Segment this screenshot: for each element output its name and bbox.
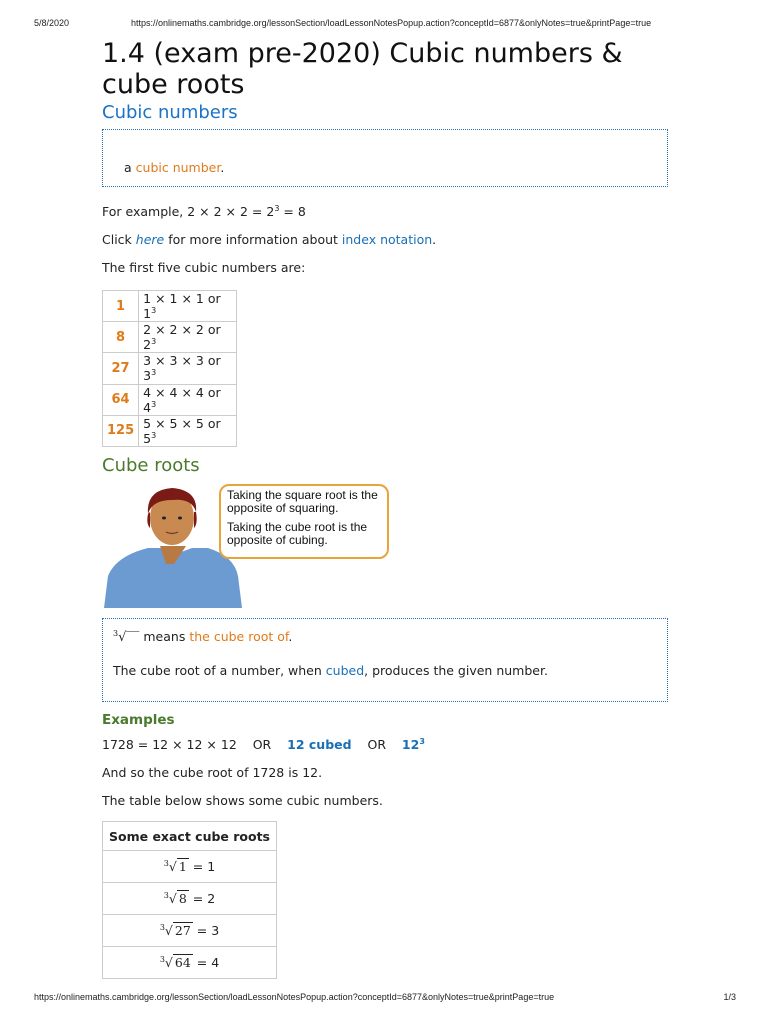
print-url: https://onlinemaths.cambridge.org/lessonSection/loadLessonNotesPopup.action?conceptId=6877&onlyNotes=true&printPage=true — [131, 18, 652, 28]
table-row — [103, 851, 277, 883]
bubble-line-square-root: Taking the square root is the opposite of squaring. — [227, 487, 378, 515]
index-notation-link[interactable]: index notation — [341, 232, 433, 248]
click-mid: for more information about — [168, 232, 338, 248]
click-line — [102, 232, 668, 248]
cubic-expression: 3 × 3 × 3 or $3^3$ — [139, 353, 237, 384]
table-row — [103, 415, 237, 446]
cube-roots-heading: Cube roots — [102, 454, 200, 476]
or-word: OR — [252, 737, 272, 753]
definition-prefix: a — [124, 160, 132, 175]
example-result: = 8 — [283, 204, 306, 220]
table-row — [103, 915, 277, 947]
cube-root-cell: $^3$√ 8 = 2 — [103, 883, 277, 915]
definition-box — [102, 129, 668, 187]
bubble-line-cube-root: Taking the cube root is the opposite of cubing. — [227, 519, 368, 547]
examples-line — [102, 734, 668, 753]
cube-root-definition — [113, 663, 667, 678]
table-row — [103, 322, 237, 353]
page-number: 1/3 — [723, 992, 736, 1002]
example-text: For example, 2 × 2 × 2 = 2 — [102, 204, 275, 220]
examples-heading: Examples — [102, 711, 175, 728]
cubed-term[interactable]: cubed — [325, 662, 365, 678]
table-row — [103, 353, 237, 384]
footer-url: https://onlinemaths.cambridge.org/lessonSection/loadLessonNotesPopup.action?conceptId=6877&onlyNotes=true&printPage=true — [34, 992, 555, 1002]
twelve-cubed: 12 cubed — [287, 737, 352, 753]
cubic-value: 8 — [103, 322, 139, 353]
cube-root-definition-box — [102, 618, 668, 702]
table-intro: The table below shows some cubic numbers. — [102, 793, 383, 809]
cube-roots-table — [102, 821, 277, 979]
cubic-expression: 1 × 1 × 1 or $1^3$ — [139, 291, 237, 322]
cubic-numbers-table — [102, 290, 237, 447]
twelve-power: $12^3$ — [401, 736, 425, 753]
cube-root-cell: $^3$√ 27 = 3 — [103, 915, 277, 947]
cubic-expression: 4 × 4 × 4 or $4^3$ — [139, 384, 237, 415]
cubic-expression: 2 × 2 × 2 or $2^3$ — [139, 322, 237, 353]
cube-root-cell: $^3$√ 64 = 4 — [103, 947, 277, 979]
cube-root-term[interactable]: the cube root of — [189, 628, 289, 644]
cubic-value: 64 — [103, 384, 139, 415]
cube-root-symbol: $^3$√‾‾ — [113, 628, 140, 645]
lesson-content — [102, 38, 668, 979]
means-line — [113, 629, 667, 645]
cubic-value: 125 — [103, 415, 139, 446]
example-equation: 1728 = 12 × 12 × 12 — [102, 737, 237, 753]
example-line — [102, 201, 668, 220]
cubic-number-term[interactable]: cubic number — [135, 160, 221, 175]
table-header-row — [103, 822, 277, 851]
teacher-figure — [102, 484, 668, 608]
here-link[interactable]: here — [135, 232, 165, 248]
cubic-numbers-heading: Cubic numbers — [102, 102, 238, 123]
cube-root-cell: $^3$√ 1 = 1 — [103, 851, 277, 883]
or-word: OR — [367, 737, 387, 753]
page-title: 1.4 (exam pre-2020) Cubic numbers & cube roots — [102, 38, 623, 100]
click-suffix: . — [432, 232, 437, 248]
table-row — [103, 384, 237, 415]
first-five-intro: The first five cubic numbers are: — [102, 260, 306, 276]
table-header: Some exact cube roots — [103, 822, 277, 851]
table-row — [103, 291, 237, 322]
means-word: means — [143, 628, 186, 644]
def-prefix: The cube root of a number, when — [113, 662, 322, 678]
cubic-expression: 5 × 5 × 5 or $5^3$ — [139, 415, 237, 446]
definition-suffix: . — [220, 160, 225, 175]
table-row — [103, 883, 277, 915]
speech-bubble — [219, 484, 389, 559]
cubic-value: 27 — [103, 353, 139, 384]
print-date: 5/8/2020 — [34, 18, 70, 28]
conclusion-line: And so the cube root of 1728 is 12. — [102, 765, 323, 781]
def-suffix: , produces the given number. — [364, 662, 548, 678]
click-prefix: Click — [102, 232, 132, 248]
table-row — [103, 947, 277, 979]
example-exponent: 3 — [274, 204, 280, 213]
means-suffix: . — [288, 628, 293, 644]
cubic-value: 1 — [103, 291, 139, 322]
